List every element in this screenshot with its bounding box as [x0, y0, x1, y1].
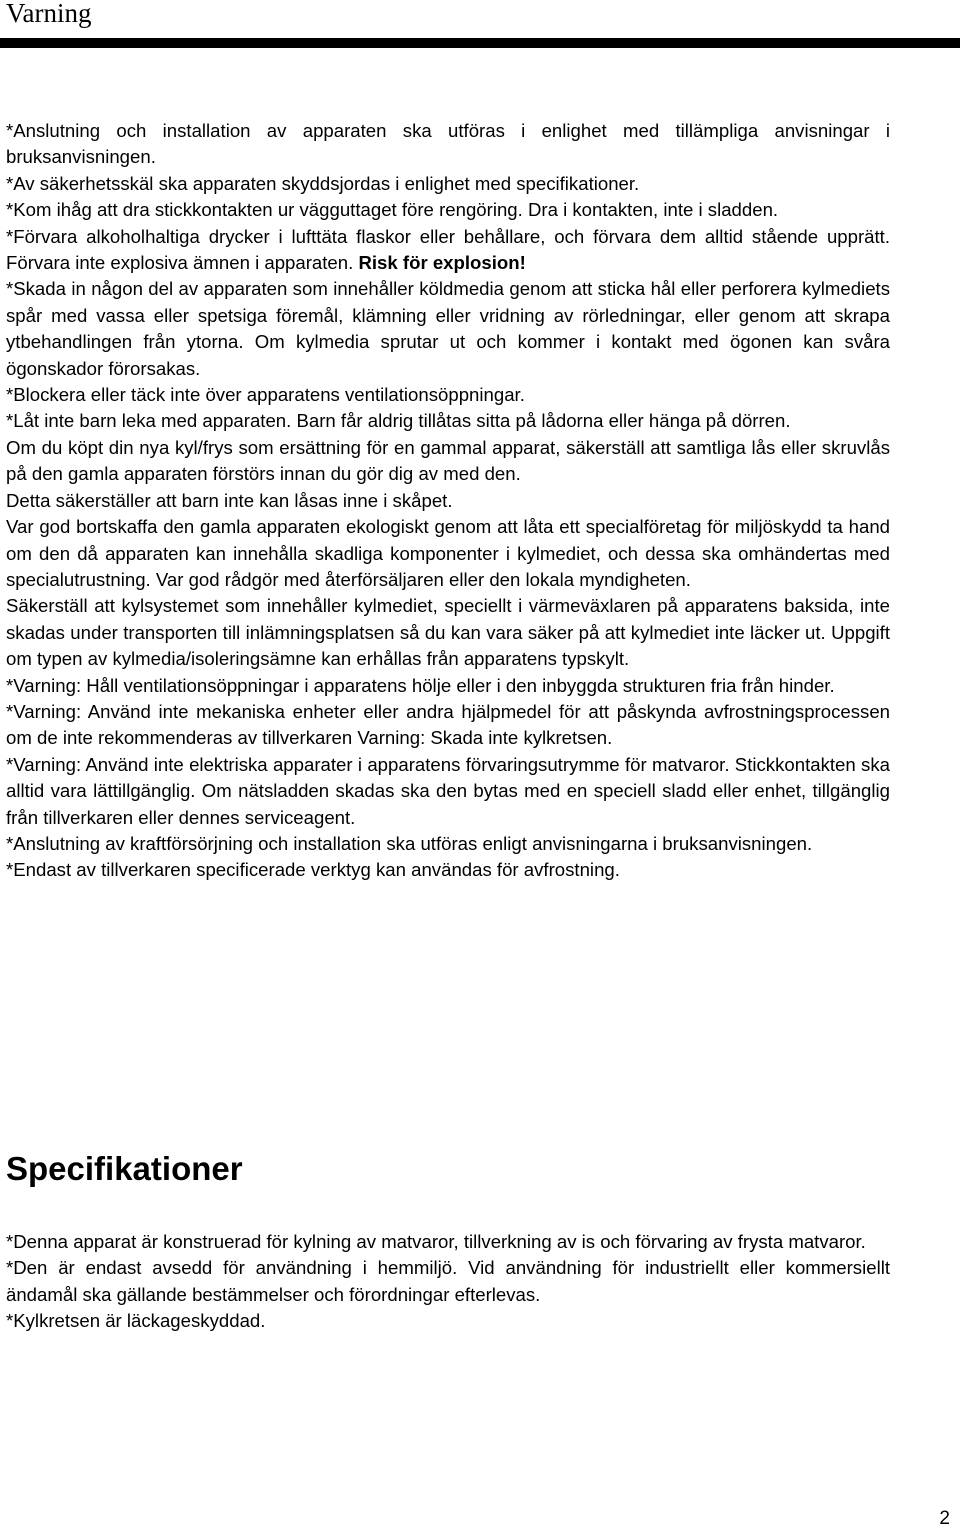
- warning-paragraph: *Kom ihåg att dra stickkontakten ur vägguttaget före rengöring. Dra i kontakten, inte i sladden.: [6, 199, 779, 221]
- warning-paragraph: *Varning: Håll ventilationsöppningar i apparatens hölje eller i den inbyggda strukturen fria från hinder.: [6, 674, 835, 696]
- warning-paragraph: *Anslutning och installation av apparaten ska utföras i enlighet med tillämpliga anvisningar i bruksanvisningen.: [6, 120, 890, 168]
- warning-paragraph: *Anslutning av kraftförsörjning och installation ska utföras enligt anvisningarna i bruksanvisningen.: [6, 832, 813, 854]
- warnings-section: [6, 118, 890, 884]
- warning-paragraph: *Låt inte barn leka med apparaten. Barn får aldrig tillåtas sitta på lådorna eller hänga på dörren.: [6, 410, 791, 432]
- warning-paragraph: Säkerställ att kylsystemet som innehåller kylmediet, speciellt i värmeväxlaren på apparatens baksida, inte skadas under transporten till inlämningsplatsen så du kan vara säker på att kylmediet inte läcker ut. Uppgift om typen av kylmedia/isoleringsämne kan erhållas från apparatens typskylt.: [6, 595, 890, 670]
- specs-heading: Specifikationer: [6, 1150, 243, 1187]
- page-title: Varning: [6, 0, 92, 28]
- spec-paragraph: *Den är endast avsedd för användning i hemmiljö. Vid användning för industriellt eller kommersiellt ändamål ska gällande bestämmelser och förordningar efterlevas.: [6, 1257, 890, 1305]
- warning-paragraph: *Endast av tillverkaren specificerade verktyg kan användas för avfrostning.: [6, 859, 620, 881]
- header-rule: [0, 38, 960, 48]
- warning-text: *Förvara alkoholhaltiga drycker i lufttäta flaskor eller behållare, och förvara dem alltid stående upprätt. Förvara inte explosiva ämnen i apparaten.: [6, 225, 890, 274]
- page-number: 2: [939, 1508, 950, 1529]
- warning-paragraph: *Varning: Använd inte mekaniska enheter eller andra hjälpmedel för att påskynda avfrostningsprocessen om de inte rekommenderas av tillverkaren Varning: Skada inte kylkretsen.: [6, 700, 890, 749]
- warning-paragraph: *Av säkerhetsskäl ska apparaten skyddsjordas i enlighet med specifikationer.: [6, 172, 640, 194]
- warning-paragraph: [6, 224, 890, 277]
- spec-paragraph: *Kylkretsen är läckageskyddad.: [6, 1310, 266, 1332]
- warning-paragraph: Om du köpt din nya kyl/frys som ersättning för en gammal apparat, säkerställ att samtliga lås eller skruvlås på den gamla apparaten förstörs innan du gör dig av med den.: [6, 436, 890, 485]
- explosion-warning: Risk för explosion!: [358, 252, 526, 274]
- warning-paragraph: Var god bortskaffa den gamla apparaten ekologiskt genom att låta ett specialföretag för miljöskydd ta hand om den då apparaten kan innehålla skadliga komponenter i kylmediet, och dessa ska omhändertas med specialutrustning. Var god rådgör med återförsäljaren eller den lokala myndigheten.: [6, 516, 890, 590]
- spec-paragraph: *Denna apparat är konstruerad för kylning av matvaror, tillverkning av is och förvaring av frysta matvaror.: [6, 1231, 866, 1252]
- warning-paragraph: *Varning: Använd inte elektriska apparater i apparatens förvaringsutrymme för matvaror. Stickkontakten ska alltid vara lättillgänglig. Om nätsladden skadas ska den bytas med en speciell sladd eller enhet, tillgänglig från tillverkaren eller dennes serviceagent.: [6, 753, 890, 828]
- warning-paragraph: Detta säkerställer att barn inte kan låsas inne i skåpet.: [6, 489, 453, 511]
- specs-section: [6, 1229, 890, 1335]
- warning-paragraph: *Skada in någon del av apparaten som innehåller köldmedia genom att sticka hål eller perforera kylmediets spår med vassa eller spetsiga föremål, klämning eller vridning av rörledningar, eller genom att skrapa ytbehandlingen från ytorna. Om kylmedia sprutar ut och kommer i kontakt med ögonen kan svåra ögonskador förorsakas.: [6, 278, 890, 379]
- warning-paragraph: *Blockera eller täck inte över apparatens ventilationsöppningar.: [6, 384, 525, 406]
